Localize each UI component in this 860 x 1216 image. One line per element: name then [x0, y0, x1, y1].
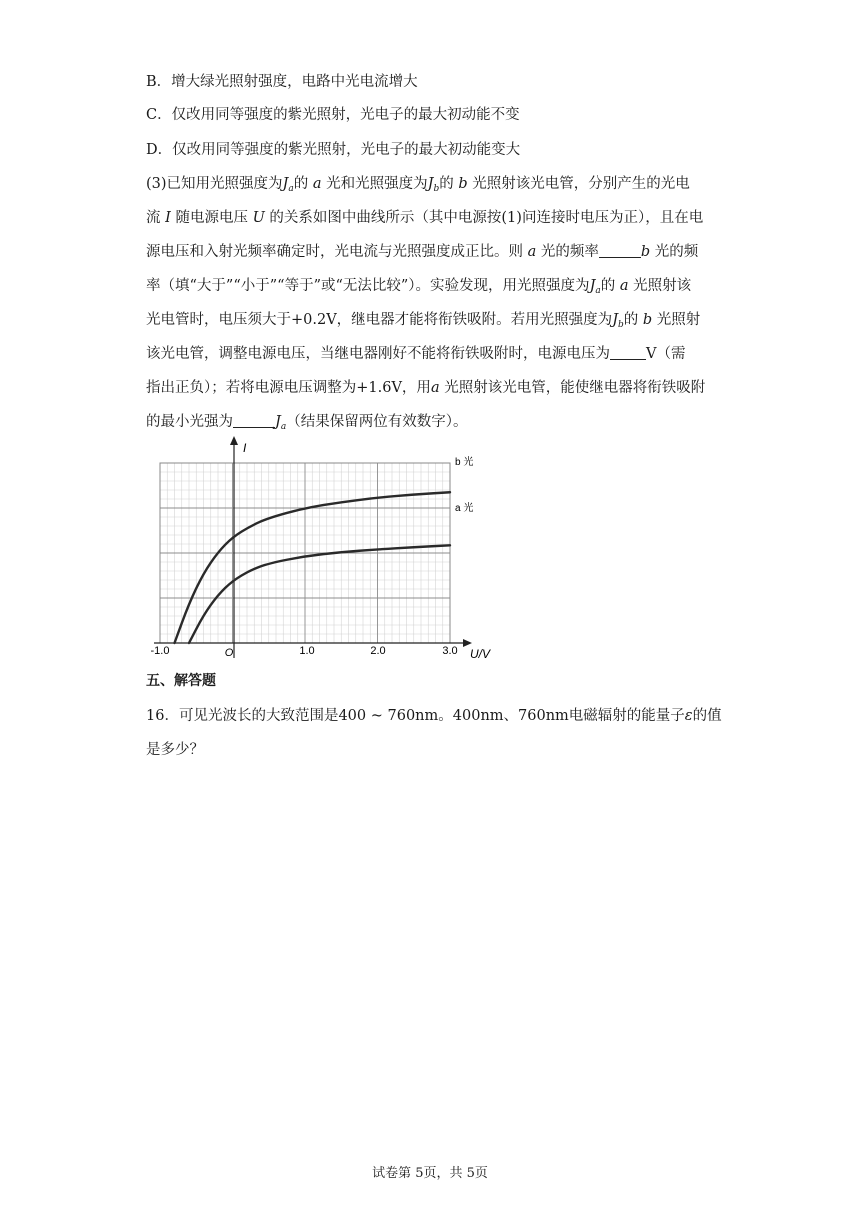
q3-line-7: 指出正负）；若将电源电压调整为+1.6V，用a 光照射该光电管，能使继电器将衔铁吸附 [146, 380, 706, 396]
x-tick-label: 2.0 [370, 645, 386, 657]
x-tick-label: 1.0 [299, 645, 315, 657]
q3-line-2: 流 I 随电源电压 U 的关系如图中曲线所示（其中电源按(1)问连接时电压为正），且在电 [146, 210, 704, 226]
option-c: C．仅改用同等强度的紫光照射，光电子的最大初动能不变 [146, 107, 520, 123]
series-label-a: a 光 [455, 503, 474, 514]
q3-line-3: 源电压和入射光频率确定时，光电流与光照强度成正比。则 a 光的频率 b 光的频 [146, 244, 699, 260]
photocurrent-chart [140, 436, 500, 660]
q3-line-6: 该光电管，调整电源电压，当继电器刚好不能将衔铁吸附时，电源电压为 V（需 [146, 346, 686, 362]
answer-blank-2[interactable] [610, 345, 646, 360]
q3-line-4: 率（填“大于”“小于”“等于”或“无法比较”）。实验发现，用光照强度为$J_a$的 a 光照射该 [146, 278, 692, 296]
q16-line-2: 是多少？ [146, 742, 204, 758]
series-label-b: b 光 [455, 457, 474, 468]
q3-line-8: 的最小光强为 $J_a$（结果保留两位有效数字）。 [146, 414, 468, 432]
answer-blank-1[interactable] [599, 243, 641, 258]
q3-line-1: (3)已知用光照强度为$J_a$的 a 光和光照强度为$J_b$的 b 光照射该光电管，分别产生的光电 [146, 176, 690, 194]
x-tick-label: 3.0 [442, 645, 458, 657]
page-footer: 试卷第 5页，共 5页 [372, 1166, 488, 1181]
option-b: B．增大绿光照射强度，电路中光电流增大 [146, 74, 418, 90]
answer-blank-3[interactable] [233, 413, 275, 428]
y-axis-label: I [243, 441, 247, 455]
q3-line-5: 光电管时，电压须大于+0.2V，继电器才能将衔铁吸附。若用光照强度为$J_b$的 b 光照射 [146, 312, 701, 330]
x-tick-label: -1.0 [150, 645, 170, 657]
x-axis-label: U/V [470, 647, 491, 660]
x-axis-arrow [463, 639, 472, 647]
section-title: 五、解答题 [146, 673, 216, 689]
option-d: D．仅改用同等强度的紫光照射，光电子的最大初动能变大 [146, 142, 521, 158]
q16-line-1: 16．可见光波长的大致范围是400 ~ 760nm。400nm、760nm电磁辐射的能量子ε的值 [146, 708, 722, 724]
origin-label: O [224, 647, 234, 659]
y-axis-arrow [230, 436, 238, 445]
